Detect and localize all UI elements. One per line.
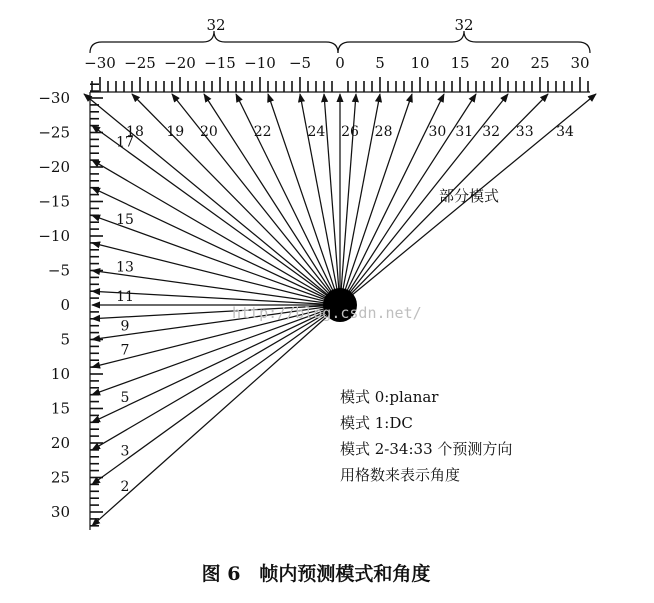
left-axis-label: 5 [60, 330, 70, 349]
legend-line-1: 模式 0:planar [340, 388, 439, 406]
top-axis-label: −25 [124, 54, 156, 72]
top-axis-label: −5 [288, 54, 312, 72]
top-axis-label: −15 [204, 54, 236, 72]
left-axis-label: 10 [50, 365, 70, 383]
mode-label-32: 32 [482, 124, 501, 141]
left-axis-label: 0 [60, 296, 70, 314]
left-axis-label: 30 [50, 503, 70, 521]
prediction-ray [92, 160, 340, 305]
left-axis-label: −15 [38, 192, 70, 211]
mode-label-24: 24 [307, 124, 326, 141]
left-axis-label: −5 [47, 261, 70, 280]
mode-label-22: 22 [253, 124, 272, 141]
mode-label-30: 30 [428, 124, 447, 141]
left-axis-label: −25 [38, 123, 70, 142]
mode-label-13: 13 [116, 259, 134, 276]
mode-label-28: 28 [374, 124, 393, 141]
left-axis-label: 25 [50, 468, 70, 487]
left-axis-label: −20 [38, 158, 70, 176]
mode-label-18: 18 [126, 124, 144, 141]
top-axis-label: 30 [570, 54, 590, 72]
left-axis-label: −30 [38, 89, 70, 107]
top-axis-label: 25 [530, 54, 550, 72]
mode-label-3: 3 [120, 443, 130, 460]
mode-label-15: 15 [116, 211, 134, 228]
legend-line-4: 用格数来表示角度 [340, 466, 461, 484]
right-brace-label: 32 [454, 16, 474, 34]
legend-line-2: 模式 1:DC [340, 414, 413, 432]
prediction-ray [324, 94, 340, 305]
mode-label-11: 11 [116, 289, 134, 305]
left-axis-label: −10 [38, 227, 70, 245]
mode-label-7: 7 [120, 342, 130, 359]
mode-label-33: 33 [515, 124, 534, 141]
left-axis-label: 20 [50, 434, 70, 452]
legend [340, 388, 512, 484]
left-brace-label: 32 [206, 16, 226, 34]
watermark: http://blog.csdn.net/ [232, 304, 422, 322]
top-axis-label: 5 [375, 54, 385, 72]
mode-label-19: 19 [166, 124, 185, 141]
top-axis-label: 0 [335, 54, 345, 72]
mode-label-17: 17 [116, 134, 134, 151]
top-axis-label: 15 [450, 54, 470, 72]
mode-label-34: 34 [556, 124, 574, 141]
top-axis-label: −30 [84, 54, 116, 72]
right-brace [338, 31, 590, 53]
mode-label-2: 2 [120, 478, 130, 495]
top-axis-label: 10 [410, 54, 430, 72]
mode-label-26: 26 [341, 124, 359, 141]
legend-line-3: 模式 2-34:33 个预测方向 [340, 440, 513, 458]
figure-caption: 图 6 帧内预测模式和角度 [201, 563, 431, 585]
top-axis-label: −20 [164, 54, 196, 72]
mode-label-20: 20 [199, 124, 218, 141]
top-axis-label: −10 [244, 54, 276, 72]
prediction-ray [268, 94, 340, 305]
partial-modes-label: 部分模式 [439, 187, 500, 205]
mode-label-9: 9 [120, 318, 130, 335]
mode-label-31: 31 [455, 124, 474, 141]
left-axis-label: 15 [50, 399, 70, 418]
top-axis-ticks [92, 77, 588, 92]
left-brace [90, 31, 338, 53]
top-axis-labels [84, 54, 589, 72]
mode-label-5: 5 [120, 389, 130, 406]
top-axis-label: 20 [490, 54, 510, 72]
left-axis-labels [38, 89, 70, 521]
